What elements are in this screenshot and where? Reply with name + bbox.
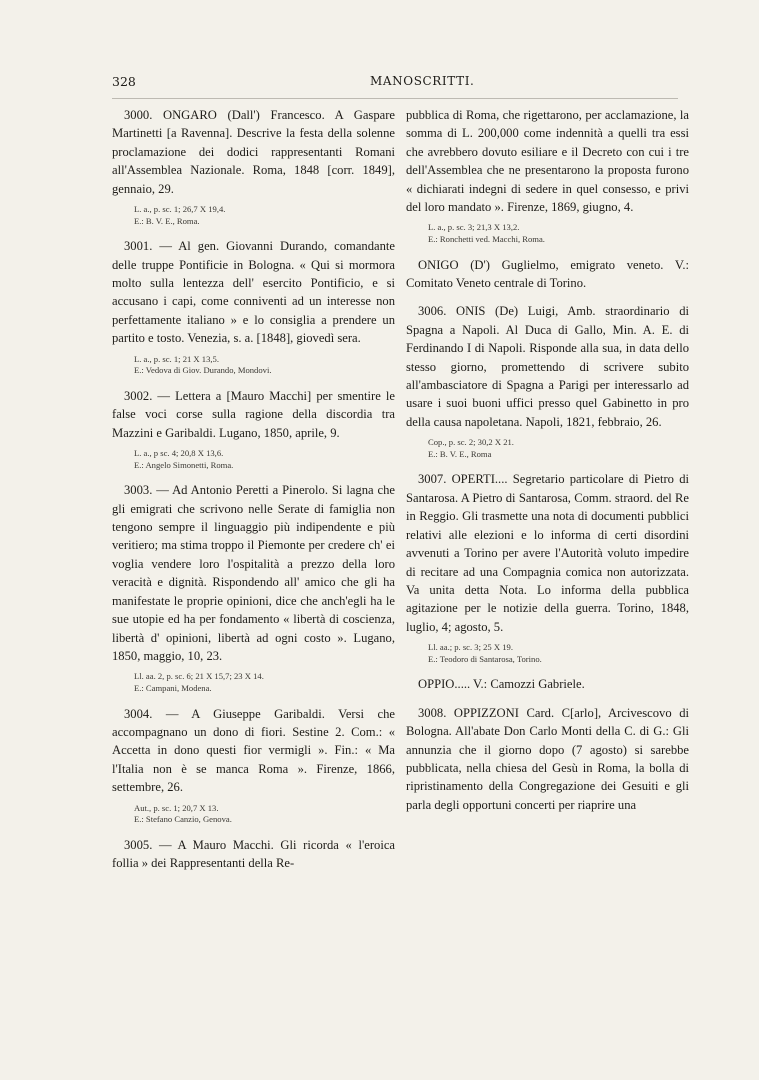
entry-text: ONIGO (D') Guglielmo, emigrato veneto. V.: Comitato Veneto centrale di Torino. [406,257,689,291]
entry-note: E.: B. V. E., Roma. [134,215,200,226]
entry-3005-continued [406,106,689,246]
entry-text: 3006. ONIS (De) Luigi, Amb. straordinario di Spagna a Napoli. Al Duca di Gallo, Min. A. E. di Ferdinando I di Napoli. Risponde alla sua, in data dello stesso giorno, promettendo di scrivere subito all'ambasciatore di Spagna a Parigi per interessarlo ad usare i suoi buoni uffici presso quel Gabinetto in pro della causa napoletana. Napoli, 1821, febbraio, 26. [406,304,689,429]
entry-3003 [112,481,395,694]
entry-note: E.: Stefano Canzio, Genova. [134,814,232,825]
entry-text: 3002. — Lettera a [Mauro Macchi] per smentire le false voci corse sulla ragione della discordia tra Mazzini e Garibaldi. Lugano, 1850, aprile, 9. [112,388,395,440]
entry-3004 [112,705,395,826]
right-column [406,106,689,824]
entry-3005 [112,836,395,873]
entry-note: E.: Teodoro di Santarosa, Torino. [428,653,542,664]
left-column [112,106,395,883]
entry-3006 [406,302,689,460]
running-title: MANOSCRITTI. [370,74,475,88]
entry-3000 [112,106,395,227]
entry-text: OPPIO..... V.: Camozzi Gabriele. [418,677,585,692]
entry-note: E.: Angelo Simonetti, Roma. [134,459,234,470]
entry-note: Ll. aa. 2, p. sc. 6; 21 X 15,7; 23 X 14. [134,671,264,682]
entry-3007 [406,470,689,665]
header-rule [112,98,678,99]
cross-reference-oppio [406,675,689,693]
entry-note: E.: Campani, Modena. [134,682,212,693]
page-header [112,74,652,94]
entry-text: 3001. — Al gen. Giovanni Durando, comandante delle truppe Pontificie in Bologna. « Qui si mormora molto sulla lentezza dell' esercito Pontificio, e si accusano i capi, come conniventi ad un interesse non perfettamente italiano » e lo consiglia a prendere un partito e tosto. Venezia, s. a. [1848], giovedì sera. [112,239,395,346]
entry-text: pubblica di Roma, che rigettarono, per acclamazione, la somma di L. 200,000 come indennità a quelli tra essi che avrebbero dovuto esiliare e il Decreto con cui i tre dell'Assemblea che ne presentarono la proposta furono « dichiarati indegni di sedere in quel consesso, e privi del loro mandato ». Firenze, 1869, giugno, 4. [406,108,689,215]
entry-note: E.: Vedova di Giov. Durando, Mondovi. [134,365,272,376]
entry-text: 3003. — Ad Antonio Peretti a Pinerolo. Si lagna che gli emigrati che scrivono nelle Serate di famiglia non tengono sempre il linguaggio più indipendente e più veritiero; ma stima troppo il Piemonte per credere ch' ei voglia vendere loro l'ospitalità a prezzo della loro veracità e dignità. Rispondendo all' amico che gli ha manifestate le proprie opinioni, dice che anch'egli ha le sue utopie ed ha per fondamento « libertà di coscienza, libertà d' opinioni, libertà ad ogni costo ». Lugano, 1850, maggio, 10, 23. [112,483,395,663]
page-number: 328 [112,74,136,89]
entry-note: Aut., p. sc. 1; 20,7 X 13. [134,802,219,813]
entry-note: E.: B. V. E., Roma [428,448,492,459]
entry-note: L. a., p. sc. 1; 21 X 13,5. [134,353,219,364]
cross-reference-onigo [406,256,689,293]
entry-text: 3008. OPPIZZONI Card. C[arlo], Arcivescovo di Bologna. All'abate Don Carlo Monti della C. di G.: Gli annunzia che il giorno dopo (7 agosto) si sarebbe pubblicata, nella chiesa del Gesù in Roma, la bolla di ripristinamento della Congregazione dei Gesuiti e gli parla degli opportuni concerti per riaprire una [406,705,689,812]
entry-3008 [406,704,689,814]
entry-3002 [112,387,395,471]
entry-text: 3007. OPERTI.... Segretario particolare di Pietro di Santarosa. A Pietro di Santarosa, Comm. straord. del Re in Reggio. Gli trasmette una nota di documenti pubblici relativi alle elezioni e lo informa di certi disordini avvenuti a Torino per avere l'Autorità voluto impedire di recitare ad una Compagnia comica non autorizzata. Va unita detta Nota. Lo informa della pubblica agitazione per le notizie della guerra. Torino, 1848, luglio, 4; agosto, 5. [406,472,689,634]
entry-note: Ll. aa.; p. sc. 3; 25 X 19. [428,642,513,653]
entry-text: 3004. — A Giuseppe Garibaldi. Versi che accompagnano un dono di fiori. Sestine 2. Com.: « Accetta in dono questi fior vermigli ». Fin.: « Ma l'Italia non è se manca Roma ». Firenze, 1866, settembre, 26. [112,706,395,795]
entry-text: 3005. — A Mauro Macchi. Gli ricorda « l'eroica follia » dei Rappresentanti della Re- [112,837,395,871]
entry-note: L. a., p. sc. 3; 21,3 X 13,2. [428,222,520,233]
entry-3001 [112,237,395,377]
entry-note: L. a., p sc. 4; 20,8 X 13,6. [134,448,224,459]
entry-note: E.: Ronchetti ved. Macchi, Roma. [428,234,545,245]
entry-text: 3000. ONGARO (Dall') Francesco. A Gaspare Martinetti [a Ravenna]. Descrive la festa della solenne proclamazione dei dodici rappresentanti Romani all'Assemblea Nazionale. Roma, 1848 [corr. 1849], gennaio, 29. [112,108,395,196]
entry-note: L. a., p. sc. 1; 26,7 X 19,4. [134,204,226,215]
entry-note: Cop., p. sc. 2; 30,2 X 21. [428,437,514,448]
